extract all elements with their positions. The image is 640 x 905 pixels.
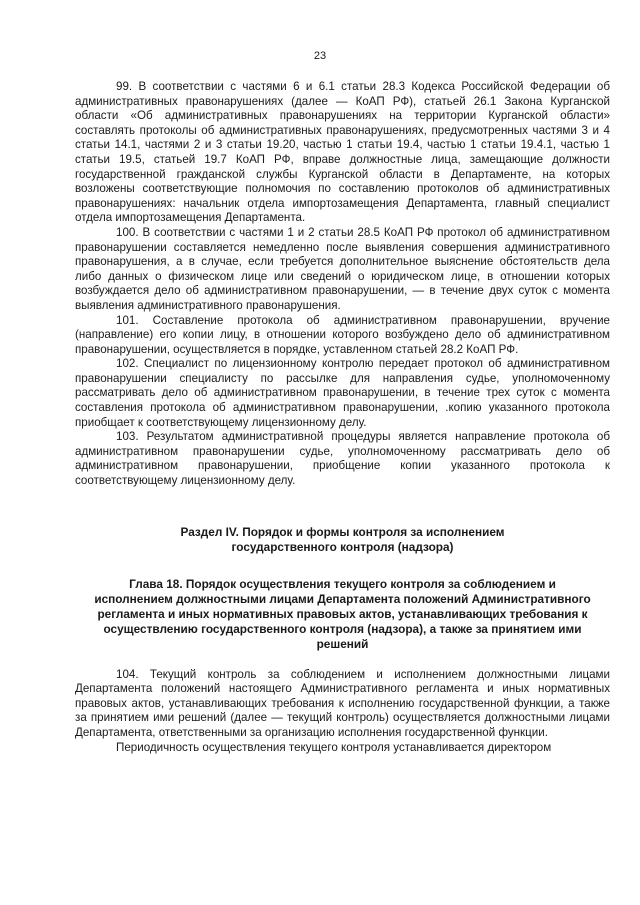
spacer — [75, 555, 610, 577]
section-title: Раздел IV. Порядок и формы контроля за исполнением государственного контроля (надзора) — [180, 524, 505, 554]
page-number: 23 — [313, 50, 327, 62]
paragraph-103: 103. Результатом административной процедуры является направление протокола об административном правонарушении судье, уполномоченному рассматривать дело об административном правонарушении, приобщение копии указанного протокола к соответствующему лицензионному делу. — [75, 430, 610, 488]
paragraph-periodicity: Периодичность осуществления текущего контроля устанавливается директором — [116, 740, 552, 754]
paragraph-100: 100. В соответствии с частями 1 и 2 статьи 28.5 КоАП РФ протокол об административном правонарушении составляется немедленно после выявления совершения административного правонарушения, а в случае, если требуется дополнительное выяснение обстоятельств дела либо данных о физическом лице или сведений о юридическом лице, в отношении которых возбуждается дело об административном правонарушении, — в течение двух суток с момента выявления административного правонарушения. — [75, 225, 610, 312]
paragraph-104: 104. Текущий контроль за соблюдением и исполнением должностными лицами Департамента положений настоящего Административного регламента и иных нормативных правовых актов, устанавливающих требования к исполнению государственной функции, а также за принятием ими решений (далее — текущий контроль) осуществляется должностными лицами Департамента, ответственными за организацию исполнения государственной функции. — [75, 667, 610, 739]
chapter-title: Глава 18. Порядок осуществления текущего контроля за соблюдением и исполнением должностными лицами Департамента положений Административного регламента и иных нормативных правовых актов, устанавливающих требования к осуществлению государственного контроля (надзора), а также за принятием ими решений — [94, 576, 591, 651]
paragraph-101: 101. Составление протокола об административном правонарушении, вручение (направление) его копии лицу, в отношении которого возбуждено дело об административном правонарушении, осуществляется в порядке, уставленном статьей 28.2 КоАП РФ. — [75, 313, 610, 356]
document-body — [75, 80, 610, 755]
paragraph-102: 102. Специалист по лицензионному контролю передает протокол об административном правонарушении специалисту по рассылке для направления судье, уполномоченному рассматривать дело об административном правонарушении, в течение трех суток с момента составления протокола об административном правонарушении, .копию указанного протокола приобщает к соответствующему лицензионному делу. — [75, 357, 610, 429]
spacer — [75, 652, 610, 668]
paragraph-99: 99. В соответствии с частями 6 и 6.1 статьи 28.3 Кодекса Российской Федерации об административных правонарушениях (далее — КоАП РФ), статьей 26.1 Закона Курганской области «Об административных правонарушениях на территории Курганской области» составлять протоколы об административных правонарушениях, предусмотренных частями 3 и 4 статьи 14.1, частями 2 и 3 статьи 19.20, частью 1 статьи 19.4, частью 1 статьи 19.4.1, частью 1 статьи 19.5, статьей 19.7 КоАП РФ, вправе должностные лица, замещающие должности государственной гражданской службы Курганской области в Департаменте, на которых возложены соответствующие полномочия по составлению протоколов об административных правонарушениях: начальник отдела импортозамещения Департамента, главный специалист отдела импортозамещения Департамента. — [75, 80, 610, 225]
spacer — [75, 489, 610, 525]
